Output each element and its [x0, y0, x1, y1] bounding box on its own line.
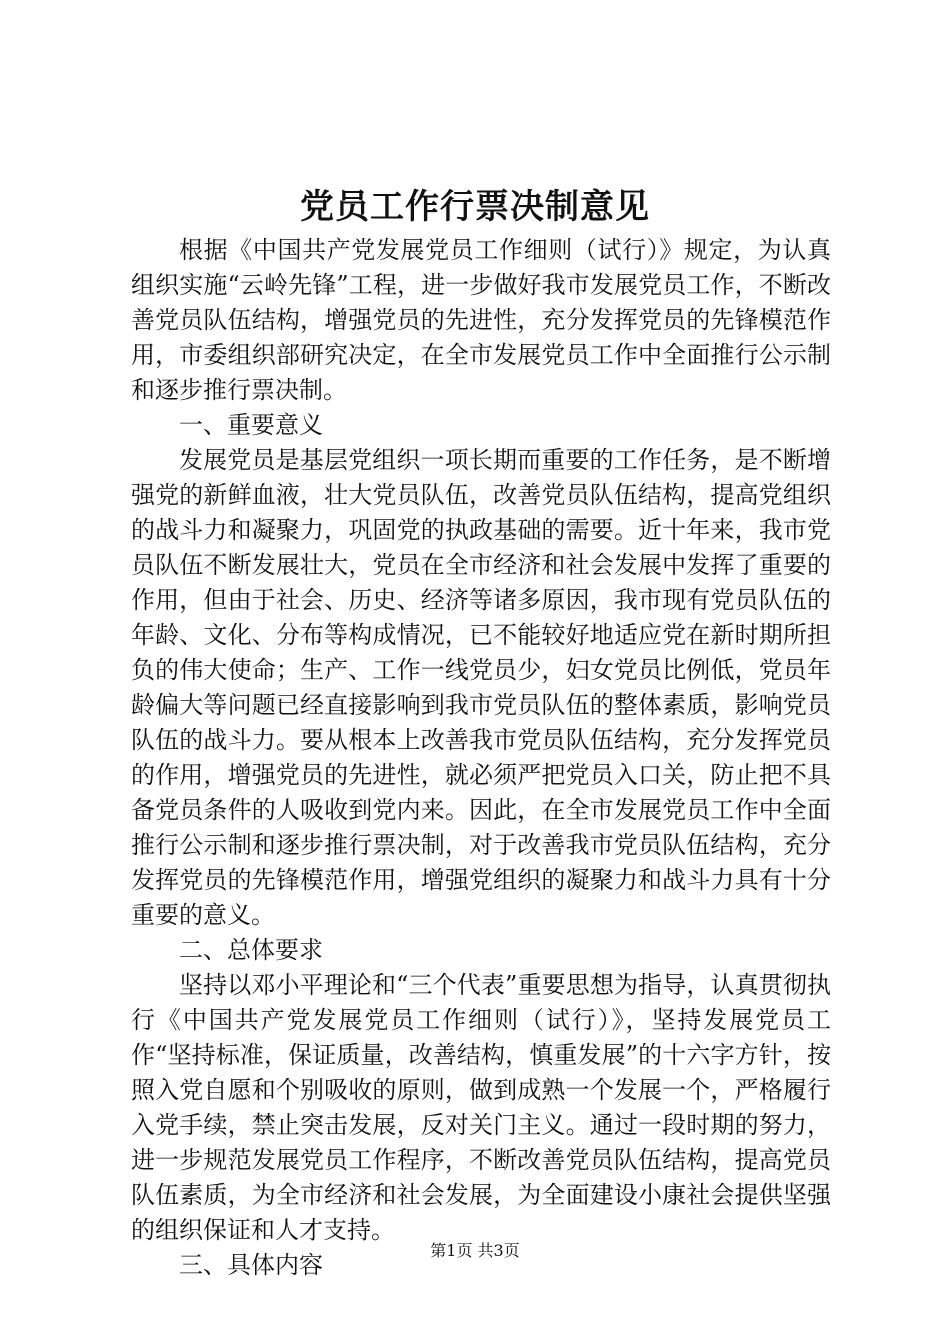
document-title: 党员工作行票决制意见 — [300, 187, 650, 227]
document-body — [131, 233, 831, 1283]
paragraph-requirements: 坚持以邓小平理论和“三个代表”重要思想为指导，认真贯彻执行《中国共产党发展党员工作细则（试行）》，坚持发展党员工作“坚持标准，保证质量，改善结构，慎重发展”的十六字方针，按照入党自愿和个别吸收的原则，做到成熟一个发展一个，严格履行入党手续，禁止突击发展，反对关门主义。通过一段时期的努力，进一步规范发展党员工作程序，不断改善党员队伍结构，提高党员队伍素质，为全市经济和社会发展，为全面建设小康社会提供坚强的组织保证和人才支持。 — [131, 971, 831, 1244]
paragraph-significance: 发展党员是基层党组织一项长期而重要的工作任务，是不断增强党的新鲜血液，壮大党员队伍，改善党员队伍结构，提高党组织的战斗力和凝聚力，巩固党的执政基础的需要。近十年来，我市党员队伍不断发展壮大，党员在全市经济和社会发展中发挥了重要的作用，但由于社会、历史、经济等诸多原因，我市现有党员队伍的年龄、文化、分布等构成情况，已不能较好地适应党在新时期所担负的伟大使命；生产、工作一线党员少，妇女党员比例低，党员年龄偏大等问题已经直接影响到我市党员队伍的整体素质，影响党员队伍的战斗力。要从根本上改善我市党员队伍结构，充分发挥党员的作用，增强党员的先进性，就必须严把党员入口关，防止把不具备党员条件的人吸收到党内来。因此，在全市发展党员工作中全面推行公示制和逐步推行票决制，对于改善我市党员队伍结构，充分发挥党员的先锋模范作用，增强党组织的凝聚力和战斗力具有十分重要的意义。 — [131, 446, 831, 929]
paragraph-intro: 根据《中国共产党发展党员工作细则（试行）》规定，为认真组织实施“云岭先锋”工程，进一步做好我市发展党员工作，不断改善党员队伍结构，增强党员的先进性，充分发挥党员的先锋模范作用，市委组织部研究决定，在全市发展党员工作中全面推行公示制和逐步推行票决制。 — [131, 236, 831, 404]
section-heading-1: 一、重要意义 — [179, 411, 323, 439]
section-heading-2: 二、总体要求 — [179, 936, 323, 964]
page-number-footer: 第1页 共3页 — [430, 1241, 520, 1260]
section-heading-3: 三、具体内容 — [179, 1251, 323, 1279]
